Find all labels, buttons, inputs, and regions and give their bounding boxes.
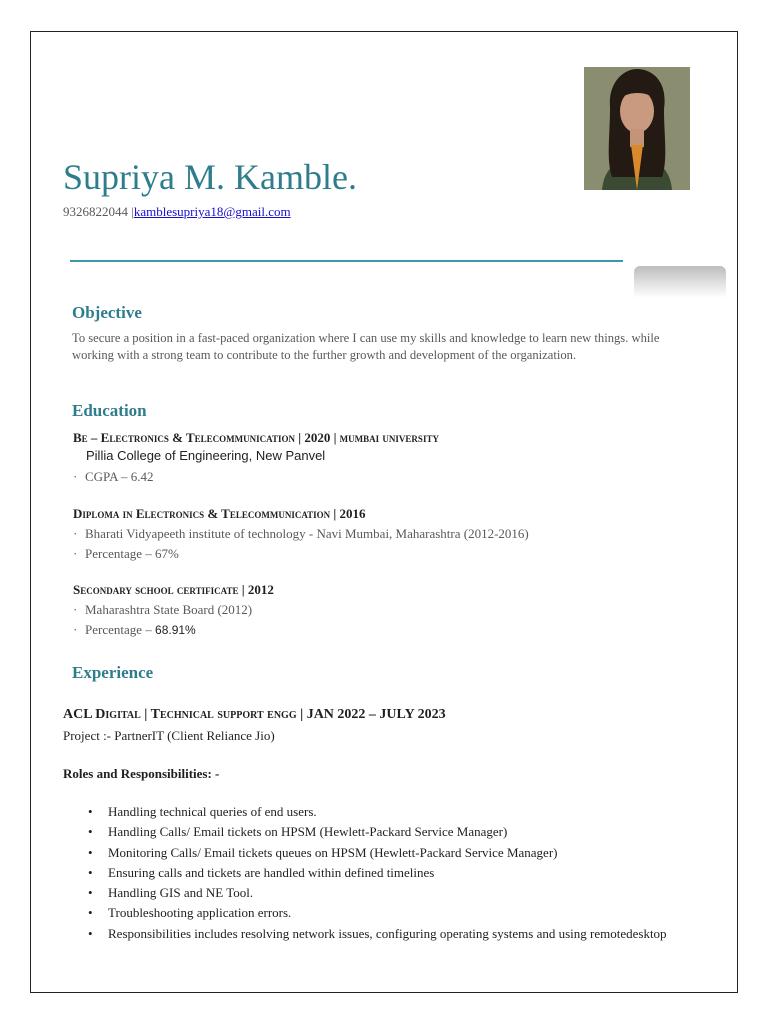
roles-list [88,802,688,944]
roles-heading: Roles and Responsibilities: - [63,766,220,781]
header-divider [70,260,623,262]
profile-photo-portrait [584,67,690,190]
list-item: • Handling Calls/ Email tickets on HPSM (Hewlett-Packard Service Manager) [88,822,688,842]
be-cgpa-item: · CGPA – 6.42 [73,469,154,484]
be-degree-title: Be – Electronics & Telecommunication | 2020 | mumbai university [73,430,439,445]
ssc-title: Secondary school certificate | 2012 [73,582,274,597]
be-college: Pillia College of Engineering, New Panvel [86,448,326,463]
diploma-percentage-item: · Percentage – 67% [73,546,179,561]
list-item: • Responsibilities includes resolving network issues, configuring operating systems and using remotedesktop [88,924,688,944]
diploma-percentage: Percentage – 67% [85,546,179,561]
diploma-title: Diploma in Electronics & Telecommunication | 2016 [73,506,366,521]
contact-line [63,204,291,220]
job-title: ACL Digital | Technical support engg | JAN 2022 – JULY 2023 [63,707,446,722]
list-item: • Handling technical queries of end users. [88,802,688,822]
ssc-board-item: · Maharashtra State Board (2012) [73,602,253,617]
ssc-percentage-item: · Percentage – 68.91% [73,622,196,637]
diploma-institute: Bharati Vidyapeeth institute of technology - Navi Mumbai, Maharashtra (2012-2016) [85,526,529,541]
phone-number: 9326822044 | [63,204,134,219]
ssc-percentage-label: Percentage – [85,622,152,637]
objective-heading: Objective [72,303,142,322]
list-item: • Ensuring calls and tickets are handled within defined timelines [88,863,688,883]
list-item: • Monitoring Calls/ Email tickets queues on HPSM (Hewlett-Packard Service Manager) [88,843,688,863]
education-heading: Education [72,401,147,420]
ssc-percentage-value: 68.91% [155,623,196,637]
decorative-tab [634,266,726,298]
diploma-institute-item: · Bharati Vidyapeeth institute of technology - Navi Mumbai, Maharashtra (2012-2016) [73,526,529,541]
list-item: • Troubleshooting application errors. [88,903,688,923]
experience-heading: Experience [72,663,154,682]
project-line: Project :- PartnerIT (Client Reliance Jio) [63,728,275,743]
candidate-name: Supriya M. Kamble. [63,157,357,197]
objective-text: To secure a position in a fast-paced organization where I can use my skills and knowledge to learn new things. while working with a strong team to contribute to the further growth and development of the organization. [72,331,660,362]
be-cgpa: CGPA – 6.42 [85,469,154,484]
email-link[interactable]: kamblesupriya18@gmail.com [133,204,291,219]
ssc-board: Maharashtra State Board (2012) [85,602,253,617]
list-item: • Handling GIS and NE Tool. [88,883,688,903]
profile-photo [584,67,690,190]
